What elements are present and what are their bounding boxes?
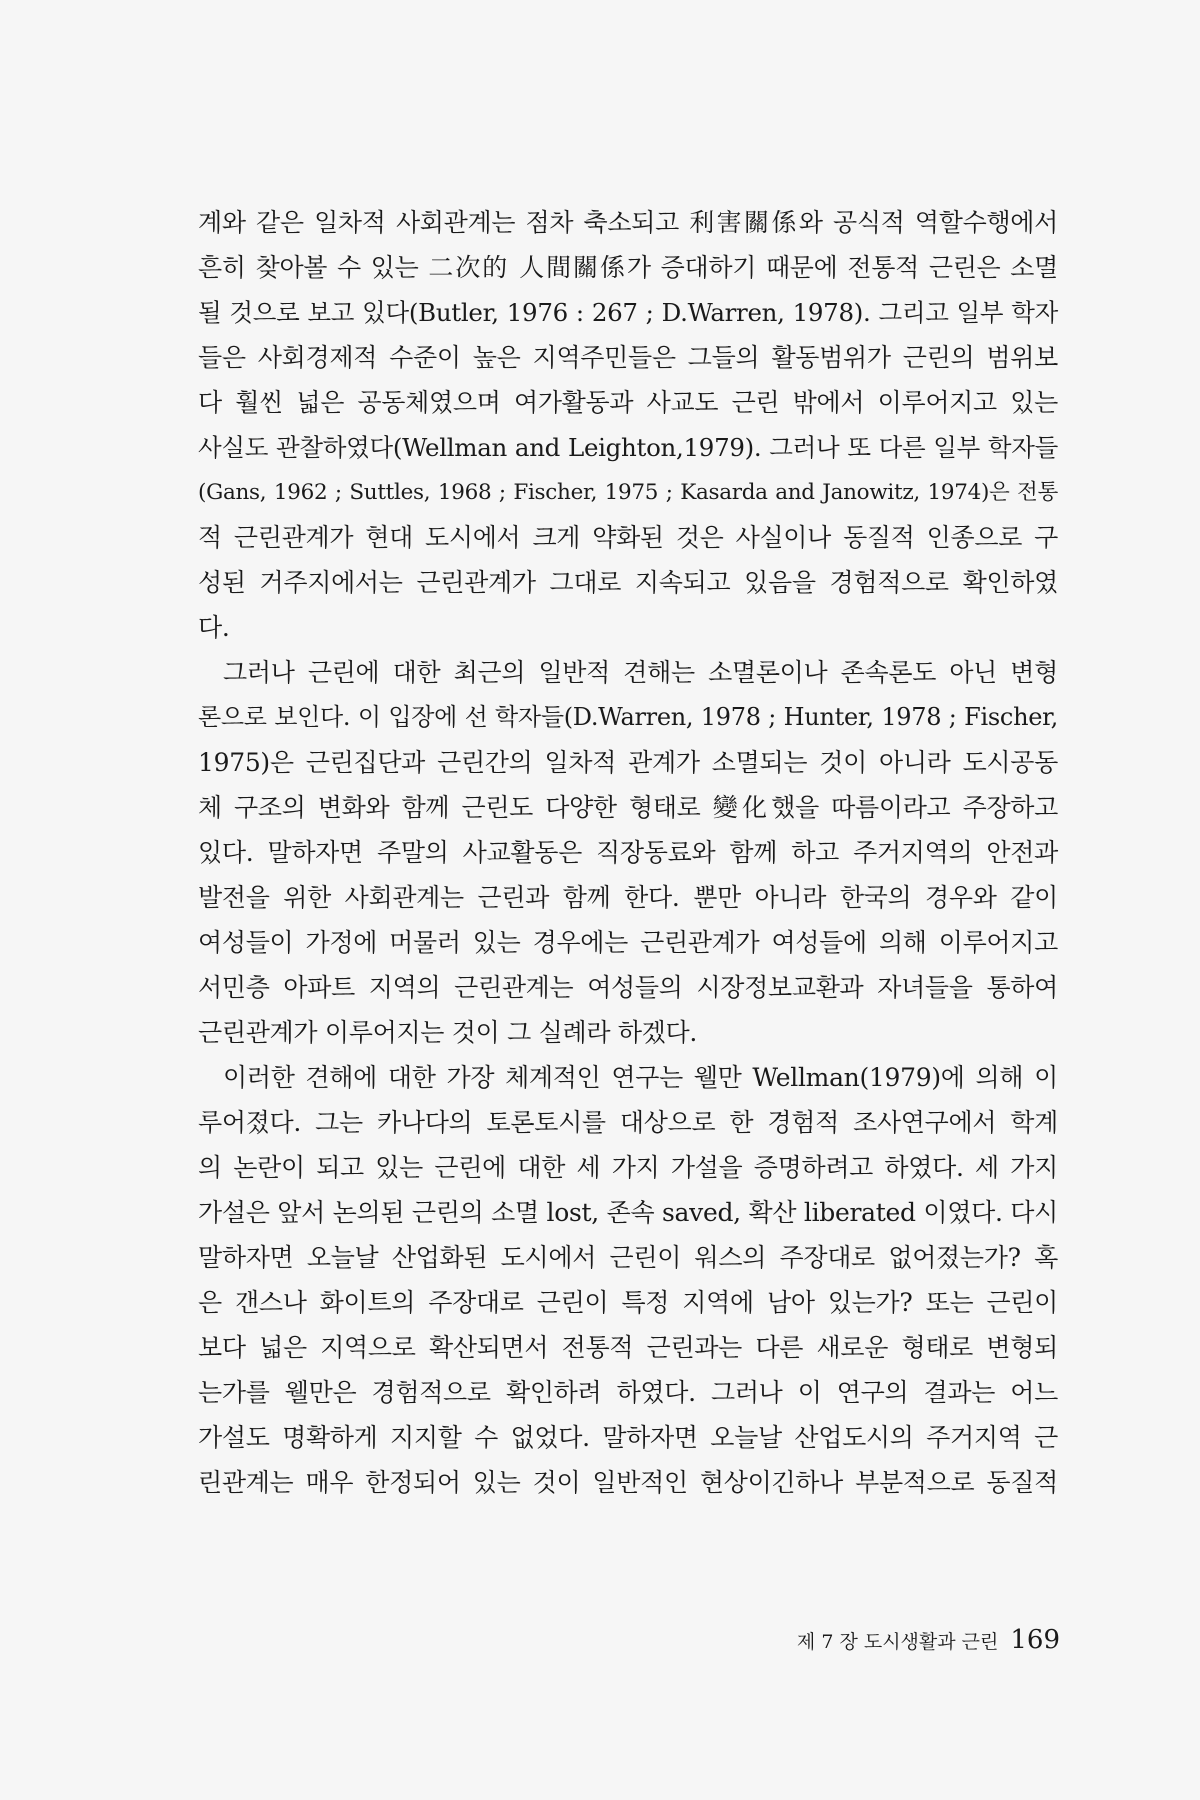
text-line: 말하자면 오늘날 산업화된 도시에서 근린이 워스의 주장대로 없어졌는가? 혹 (198, 1243, 1058, 1272)
text-line: 될 것으로 보고 있다(Butler, 1976 : 267 ; D.Warren, 1978). 그리고 일부 학자 (198, 298, 1058, 327)
text-line: 여성들이 가정에 머물러 있는 경우에는 근린관계가 여성들에 의해 이루어지고 (198, 928, 1058, 957)
text-line: (Gans, 1962 ; Suttles, 1968 ; Fischer, 1975 ; Kasarda and Janowitz, 1974)은 전통 (198, 480, 1058, 505)
text-line: 는가를 웰만은 경험적으로 확인하려 하였다. 그러나 이 연구의 결과는 어느 (198, 1378, 1058, 1407)
text-line: 다 훨씬 넓은 공동체였으며 여가활동과 사교도 근린 밖에서 이루어지고 있는 (198, 388, 1058, 417)
text-line: 론으로 보인다. 이 입장에 선 학자들(D.Warren, 1978 ; Hunter, 1978 ; Fischer, (198, 703, 1058, 731)
text-line: 의 논란이 되고 있는 근린에 대한 세 가지 가설을 증명하려고 하였다. 세 가지 (198, 1153, 1058, 1182)
running-footer-chapter: 제 7 장 도시생활과 근린 (796, 1631, 999, 1653)
text-line: 서민층 아파트 지역의 근린관계는 여성들의 시장정보교환과 자녀들을 통하여 (198, 973, 1058, 1002)
text-line: 있다. 말하자면 주말의 사교활동은 직장동료와 함께 하고 주거지역의 안전과 (198, 838, 1058, 867)
text-line: 은 갠스나 화이트의 주장대로 근린이 특정 지역에 남아 있는가? 또는 근린이 (198, 1288, 1058, 1317)
text-line: 성된 거주지에서는 근린관계가 그대로 지속되고 있음을 경험적으로 확인하였 (198, 568, 1058, 597)
text-line: 근린관계가 이루어지는 것이 그 실례라 하겠다. (198, 1018, 698, 1047)
text-line: 린관계는 매우 한정되어 있는 것이 일반적인 현상이긴하나 부분적으로 동질적 (198, 1468, 1058, 1497)
text-line: 사실도 관찰하였다(Wellman and Leighton,1979). 그러나 또 다른 일부 학자들 (198, 433, 1058, 462)
paragraph-start-line: 그러나 근린에 대한 최근의 일반적 견해는 소멸론이나 존속론도 아닌 변형 (223, 658, 1058, 687)
text-line: 발전을 위한 사회관계는 근린과 함께 한다. 뿐만 아니라 한국의 경우와 같이 (198, 883, 1058, 912)
text-line: 가설은 앞서 논의된 근린의 소멸 lost, 존속 saved, 확산 liberated 이였다. 다시 (198, 1198, 1058, 1227)
text-line: 들은 사회경제적 수준이 높은 지역주민들은 그들의 활동범위가 근린의 범위보 (198, 343, 1058, 372)
body-text (198, 200, 1058, 1505)
text-line: 다. (198, 613, 230, 642)
page-footer (770, 1625, 1060, 1655)
text-line: 가설도 명확하게 지지할 수 없었다. 말하자면 오늘날 산업도시의 주거지역 근 (198, 1423, 1058, 1452)
page-number: 169 (1010, 1625, 1060, 1655)
text-line: 계와 같은 일차적 사회관계는 점차 축소되고 利害關係와 공식적 역할수행에서 (198, 208, 1058, 237)
text-line: 루어졌다. 그는 카나다의 토론토시를 대상으로 한 경험적 조사연구에서 학계 (198, 1108, 1058, 1137)
paragraph-start-line: 이러한 견해에 대한 가장 체계적인 연구는 웰만 Wellman(1979)에 의해 이 (223, 1063, 1058, 1092)
text-line: 1975)은 근린집단과 근린간의 일차적 관계가 소멸되는 것이 아니라 도시공동 (198, 748, 1058, 777)
text-line: 흔히 찾아볼 수 있는 二次的 人間關係가 증대하기 때문에 전통적 근린은 소멸 (198, 253, 1058, 282)
text-line: 적 근린관계가 현대 도시에서 크게 약화된 것은 사실이나 동질적 인종으로 구 (198, 523, 1058, 552)
text-line: 체 구조의 변화와 함께 근린도 다양한 형태로 變化했을 따름이라고 주장하고 (198, 793, 1058, 822)
text-line: 보다 넓은 지역으로 확산되면서 전통적 근린과는 다른 새로운 형태로 변형되 (198, 1333, 1058, 1362)
